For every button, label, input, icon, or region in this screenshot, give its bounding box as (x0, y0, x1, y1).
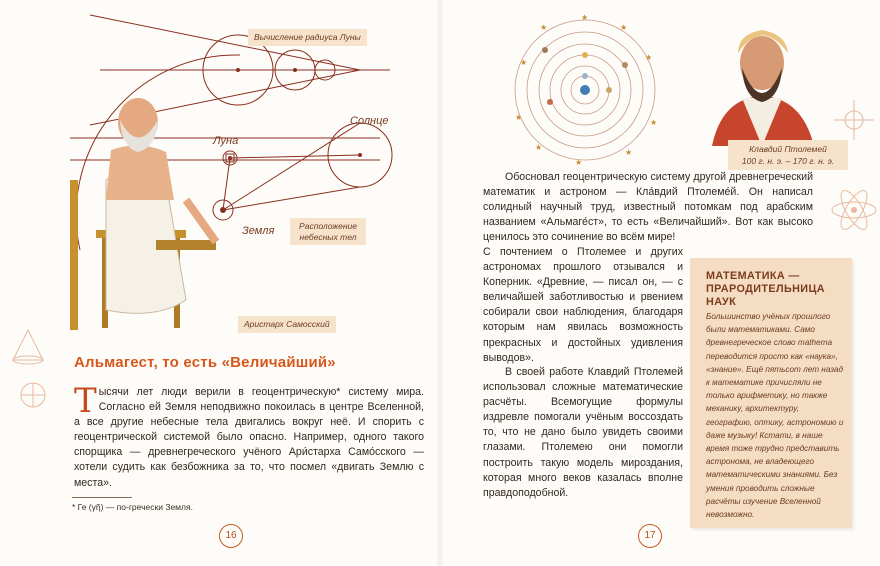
ptolemy-years: 100 г. н. э. – 170 г. н. э. (741, 156, 835, 166)
svg-text:★: ★ (515, 113, 523, 122)
ptolemy-portrait (702, 18, 824, 146)
planet (606, 87, 612, 93)
footnote: * Ге (γῆ) — по-гречески Земля. (72, 502, 193, 512)
left-paragraph (74, 381, 424, 491)
right-paragraph-1-continued: С почтением о Птолемее и других астрономах прошлого отзывался и Коперник. «Древние, — писал он, — с величайшей заботливостью и рвением собирали свои наблюдения, благодаря которым нам явилась возможность прекрасных и достойных удивления выводов». (483, 246, 683, 364)
svg-text:★: ★ (650, 118, 658, 127)
svg-text:★: ★ (520, 58, 528, 67)
diagram-dot (236, 68, 240, 72)
footnote-rule (72, 497, 132, 498)
planet (622, 62, 628, 68)
layout-caption: Расположение небесных тел (290, 218, 366, 245)
atom-nucleus (851, 207, 857, 213)
planet (542, 47, 548, 53)
tablet (156, 240, 216, 250)
geometry-doodle-icon (8, 325, 58, 415)
moon-planet (582, 73, 588, 79)
section-heading: Альмагест, то есть «Величайший» (74, 354, 336, 371)
ptolemy-name: Клавдий Птолемей (749, 144, 827, 154)
svg-text:★: ★ (581, 13, 589, 22)
book-gutter (436, 0, 444, 566)
sun-planet (582, 52, 588, 58)
page-number-left: 16 (219, 524, 243, 548)
svg-text:★: ★ (645, 53, 653, 62)
atom-doodle-icon (826, 90, 880, 260)
math-sidebar (690, 258, 852, 528)
sun-label: Солнце (350, 115, 389, 127)
aristarchus-caption: Аристарх Самосский (238, 316, 336, 333)
sidebar-text: Большинство учёных прошлого были математиками. Само древнегреческое слово mathema переводится просто как «наука», «знание». Ещё пятьсот лет назад к математике причисляли не только арифметику, но также механику, архитектуру, географию, оптику, астрономию и даже музыку! Кстати, в наше время тоже трудно представить астронома, не владеющего математическими знаниями. Без умения проводить сложные расчёты изучение Вселенной невозможно. (706, 312, 844, 520)
drop-cap: Т (74, 381, 97, 421)
earth-label: Земля (242, 225, 275, 237)
planet (547, 99, 553, 105)
torso (106, 145, 174, 200)
sun-dot (358, 153, 362, 157)
svg-text:★: ★ (625, 148, 633, 157)
geocentric-system-diagram (505, 10, 665, 170)
left-paragraph-text: ысячи лет люди верили в геоцентрическую* систему мира. Согласно ей Земля неподвижно покоилась в центре Вселенной, а все другие небесные тела двигались вокруг неё. И спорить с геоцентрической системой было опасно. Например, одного такого спорщика — древнегреческого учёного Ари́старха Само́сского — хотели судить как безбожника за то, что посмел «двигать Землю с места». (74, 386, 424, 489)
diagram-dot (293, 68, 297, 72)
svg-text:★: ★ (575, 158, 583, 167)
page-number-right: 17 (638, 524, 662, 548)
arm (186, 200, 216, 242)
svg-text:★: ★ (535, 143, 543, 152)
svg-text:★: ★ (540, 23, 548, 32)
chair-back (70, 180, 78, 330)
aristarchus-illustration (66, 90, 256, 340)
earth-center (580, 85, 590, 95)
right-paragraph-2: В своей работе Клавдий Птолемей использовал сложные математические расчёты. Всемогущие формулы издревле помогали учёным воссоздать то, что не дано было увидеть своими глазами. Птолемею они помогли построить такую модель мироздания, которая много веков казалась вполне правдоподобной. (483, 366, 683, 499)
moon-label: Луна (213, 135, 239, 147)
right-paragraph-1: Обосновал геоцентрическую систему другой древнегреческий математик и астроном — Кла́вдий Птолеме́й. Он написал солидный научный труд, известный потомкам под арабским названием «Альмаге́ст», то есть «Величайший». Вот как высоко ценилось это сочинение во всём мире! (483, 171, 813, 244)
radius-caption: Вычисление радиуса Луны (248, 29, 367, 46)
svg-text:★: ★ (620, 23, 628, 32)
sidebar-title: МАТЕМАТИКА — ПРАРОДИТЕЛЬНИЦА НАУК (706, 270, 825, 308)
